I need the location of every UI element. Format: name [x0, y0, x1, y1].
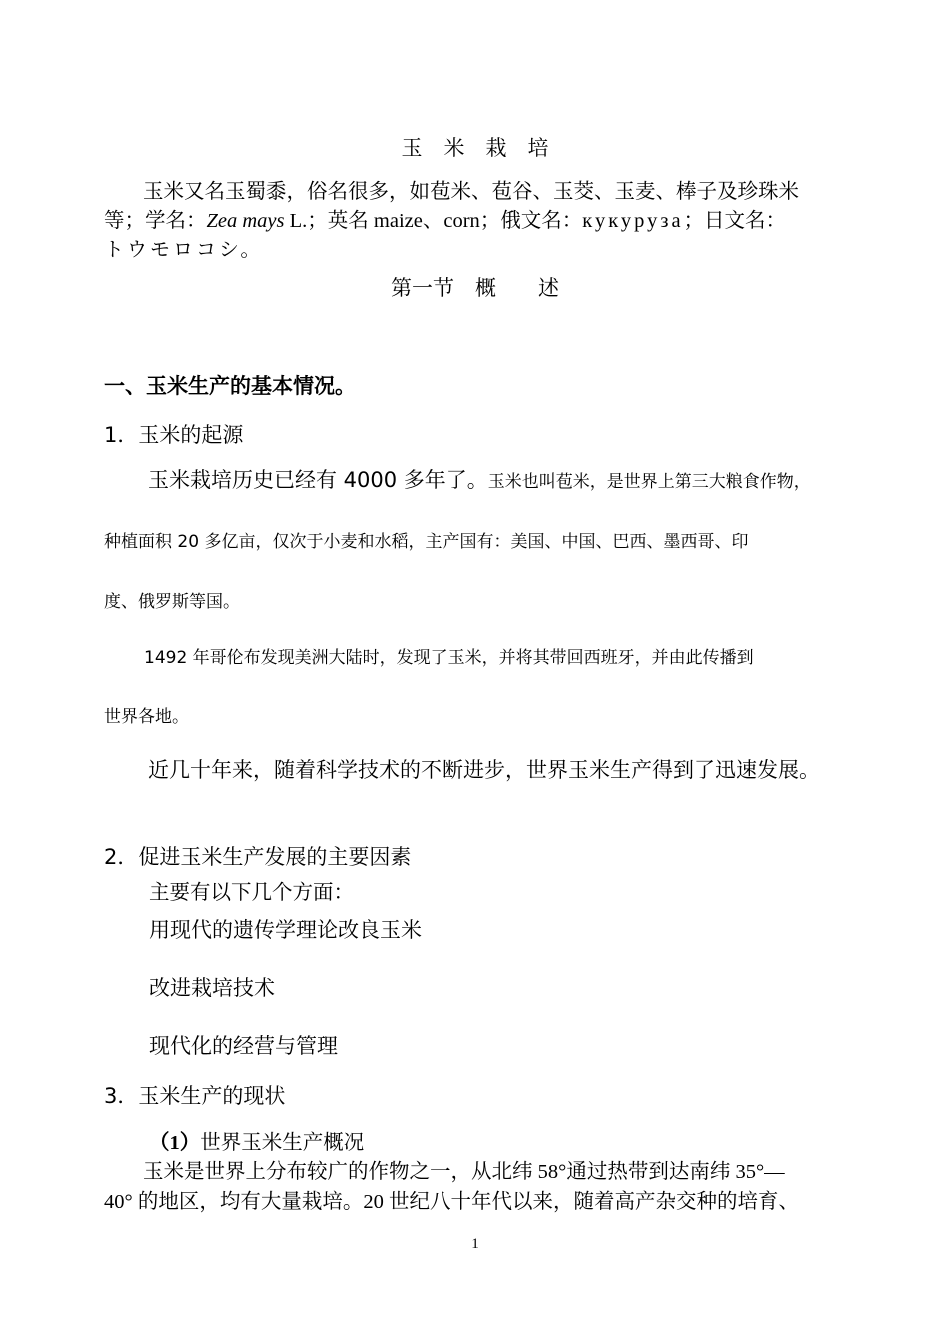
intro-line-2 — [104, 203, 786, 233]
paragraph-columbus-line-1: 1492 年哥伦布发现美洲大陆时，发现了玉米，并将其带回西班牙，并由此传播到 — [144, 648, 754, 668]
subheading-number: （1） — [149, 1132, 201, 1154]
intro-line-3: トウモロコシ。 — [104, 239, 264, 261]
factor-item: 现代化的经营与管理 — [149, 1034, 338, 1058]
paragraph-origin-line-1 — [148, 464, 811, 494]
subheading-status: 3．玉米生产的现状 — [104, 1084, 286, 1108]
intro-line-2-c: ；日文名： — [683, 210, 787, 232]
paragraph-development: 近几十年来，随着科学技术的不断进步，世界玉米生产得到了迅速发展。 — [148, 758, 820, 782]
paragraph-distribution-line-1: 玉米是世界上分布较广的作物之一，从北纬 58°通过热带到达南纬 35°— — [143, 1161, 785, 1183]
factor-item: 用现代的遗传学理论改良玉米 — [149, 918, 422, 942]
heading-basic-situation: 一、玉米生产的基本情况。 — [104, 374, 356, 398]
section-title: 第一节 概 述 — [391, 276, 559, 300]
paragraph-origin-line-3: 度、俄罗斯等国。 — [104, 592, 240, 612]
subheading-world-overview — [149, 1125, 364, 1155]
intro-line-2-a: 等；学名： — [104, 210, 207, 232]
document-title: 玉 米 栽 培 — [401, 136, 549, 160]
paragraph-distribution-line-2: 40° 的地区，均有大量栽培。20 世纪八十年代以来，随着高产杂交种的培育、 — [104, 1191, 799, 1213]
factors-intro: 主要有以下几个方面： — [149, 882, 354, 904]
intro-line-2-b: L.；英名 maize、corn；俄文名： — [284, 210, 583, 232]
subheading-factors: 2．促进玉米生产发展的主要因素 — [104, 845, 412, 869]
factor-item: 改进栽培技术 — [149, 976, 275, 1000]
page-number: 1 — [471, 1236, 479, 1252]
subheading-world-overview-text: 世界玉米生产概况 — [200, 1132, 365, 1154]
subheading-origin: 1．玉米的起源 — [104, 423, 244, 447]
latin-name: Zea mays — [206, 210, 285, 232]
paragraph-origin-large: 玉米栽培历史已经有 4000 多年了。 — [148, 468, 488, 492]
russian-name: кукуруза — [582, 210, 684, 232]
paragraph-origin-small: 玉米也叫苞米，是世界上第三大粮食作物， — [487, 472, 811, 492]
paragraph-origin-line-2: 种植面积 20 多亿亩，仅次于小麦和水稻，主产国有：美国、中国、巴西、墨西哥、印 — [104, 532, 749, 552]
intro-line-1: 玉米又名玉蜀黍，俗名很多，如苞米、苞谷、玉茭、玉麦、棒子及珍珠米 — [143, 181, 799, 203]
paragraph-columbus-line-2: 世界各地。 — [104, 707, 189, 727]
